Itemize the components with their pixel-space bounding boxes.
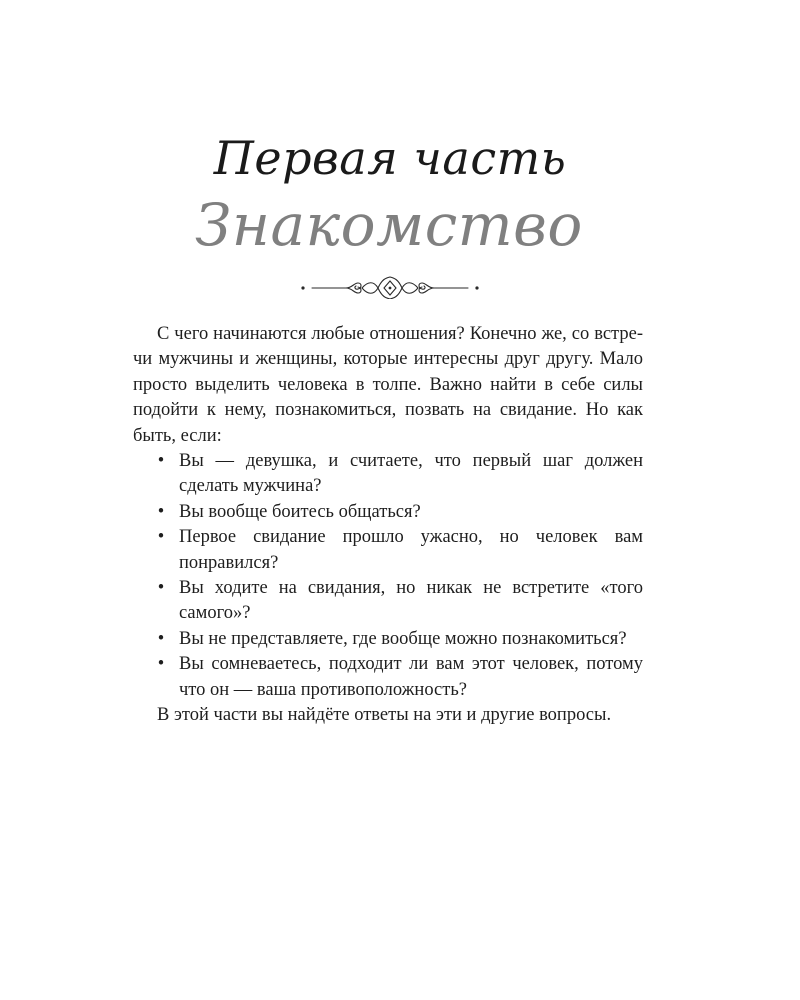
list-item: • Вы сомневаетесь, подходит ли вам этот человек, потому что он — ваша противоположность? (157, 654, 643, 700)
question-list (133, 449, 643, 703)
bullet-icon: • (157, 527, 165, 548)
chapter-intro (133, 322, 643, 729)
list-item: • Первое свидание прошло ужасно, но человек вам понравился? (157, 527, 643, 573)
intro-paragraph: С чего начинаются любые отношения? Конечно же, со встречи мужчины и женщины, которые интересны друг другу. Мало просто выделить человека в толпе. Важно найти в себе силы подойти к нему, познакомиться, позвать на свидание. Но как быть, если: (133, 324, 643, 446)
bullet-icon: • (157, 654, 165, 675)
bullet-icon: • (157, 501, 165, 522)
list-item: • Вы — девушка, и считаете, что первый шаг должен сделать мужчина? (157, 451, 643, 497)
part-subtitle: Знакомство (195, 191, 583, 259)
bullet-icon: • (157, 578, 165, 599)
ornament-divider (298, 275, 482, 299)
list-item: • Вы вообще боитесь общаться? (179, 500, 643, 525)
list-item: • Вы не представляете, где вообще можно познакомиться? (179, 627, 643, 652)
bullet-icon: • (157, 628, 165, 649)
bullet-icon: • (157, 451, 165, 472)
list-item: • Вы ходите на свидания, но никак не встретите «того самого»? (157, 578, 643, 624)
outro-paragraph: В этой части вы найдёте ответы на эти и другие вопросы. (157, 705, 612, 726)
part-title: Первая часть (213, 131, 567, 185)
